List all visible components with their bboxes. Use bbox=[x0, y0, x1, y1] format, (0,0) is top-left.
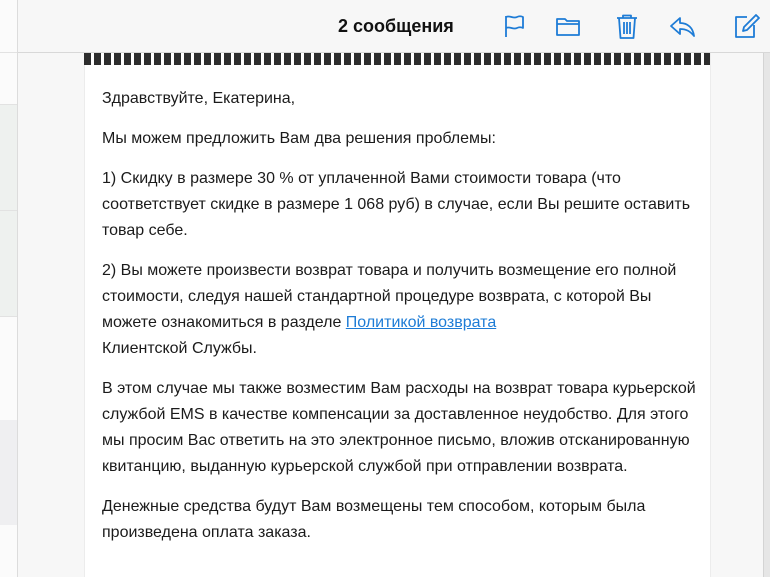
option-two-tail: Клиентской Службы. bbox=[102, 340, 257, 357]
option-two-paragraph bbox=[102, 258, 702, 362]
message-list-pane[interactable] bbox=[0, 0, 18, 577]
flag-icon[interactable] bbox=[500, 12, 528, 40]
compose-icon[interactable] bbox=[732, 12, 760, 40]
intro-paragraph: Мы можем предложить Вам два решения проблемы: bbox=[102, 130, 496, 147]
scroll-edge bbox=[763, 53, 770, 577]
list-item-selected[interactable] bbox=[0, 420, 17, 525]
refund-paragraph: Денежные средства будут Вам возмещены тем способом, которым была произведена оплата заказа. bbox=[102, 498, 646, 541]
list-item[interactable] bbox=[0, 211, 17, 316]
option-two-text: 2) Вы можете произвести возврат товара и получить возмещение его полной стоимости, следуя нашей стандартной процедуре возврата, с которой Вы можете ознакомиться в разделе bbox=[102, 262, 677, 331]
option-one-paragraph: 1) Скидку в размере 30 % от уплаченной Вами стоимости товара (что соответствует скидке в размере 1 068 руб) в случае, если Вы решите оставить товар себе. bbox=[102, 170, 691, 239]
folder-icon[interactable] bbox=[554, 12, 582, 40]
ems-paragraph: В этом случае мы также возместим Вам расходы на возврат товара курьерской службой EMS в качестве компенсации за доставленное неудобство. Для этого мы просим Вас ответить на это электронное письмо, вложив отсканированную квитанцию, выданную курьерской службой при отправлении возврата. bbox=[102, 380, 696, 475]
trash-icon[interactable] bbox=[613, 12, 641, 40]
greeting: Здравствуйте, Екатерина, bbox=[102, 90, 296, 107]
list-item[interactable] bbox=[0, 105, 17, 210]
reply-icon[interactable] bbox=[668, 12, 696, 40]
thread-title: 2 сообщения bbox=[338, 16, 454, 36]
return-policy-link[interactable]: Политикой возврата bbox=[345, 314, 497, 331]
list-divider bbox=[0, 316, 17, 317]
message-header-border bbox=[84, 53, 710, 65]
message-body bbox=[102, 86, 702, 560]
list-divider bbox=[0, 52, 17, 53]
toolbar bbox=[18, 0, 770, 53]
